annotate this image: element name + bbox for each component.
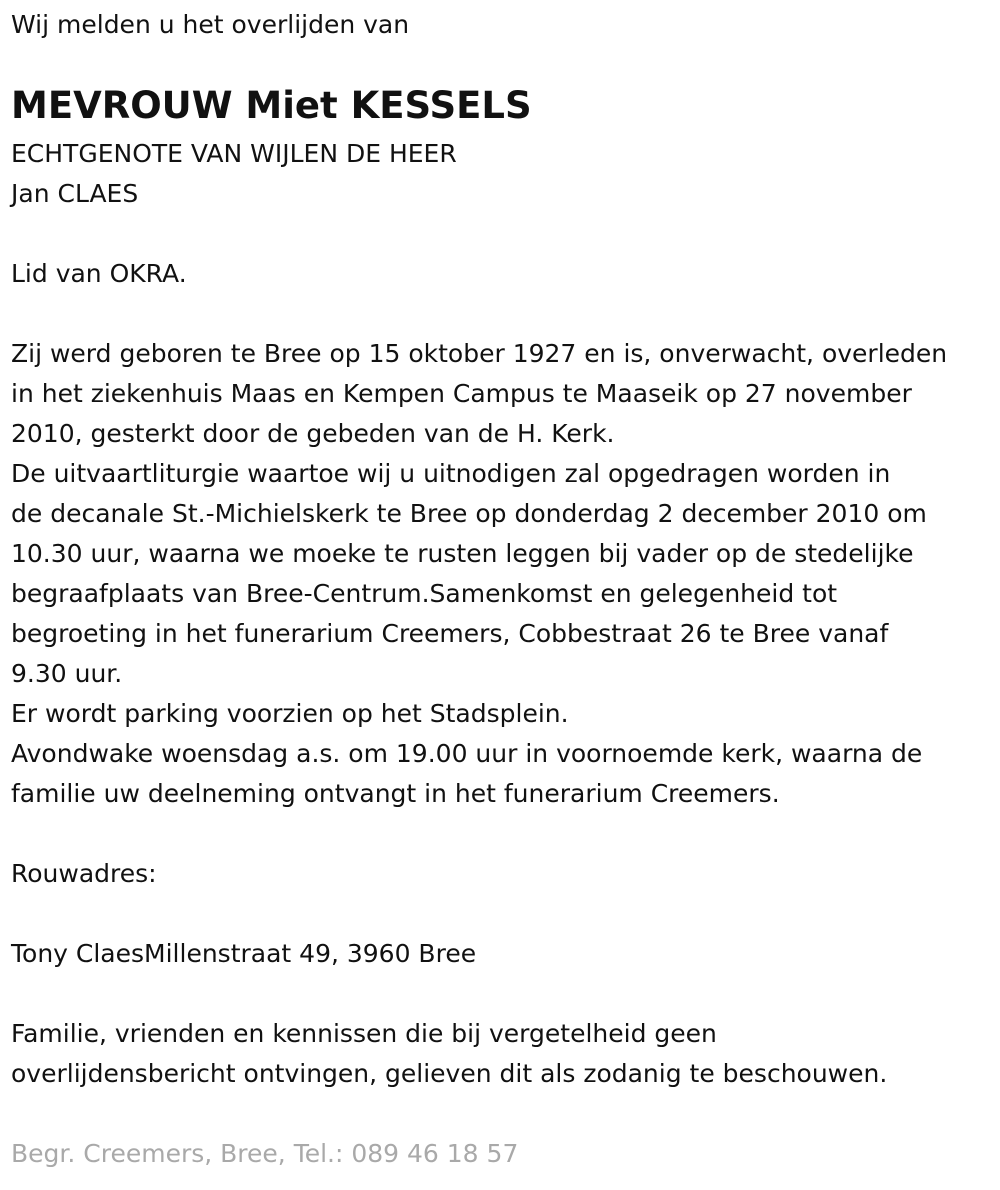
main-text-block <box>11 334 947 814</box>
family-note-line: overlijdensbericht ontvingen, gelieven dit als zodanig te beschouwen. <box>11 1059 888 1088</box>
body-line: Zij werd geboren te Bree op 15 oktober 1927 en is, onverwacht, overleden <box>11 339 948 368</box>
membership-text: Lid van OKRA. <box>11 259 187 288</box>
body-line: 2010, gesterkt door de gebeden van de H. Kerk. <box>11 419 615 448</box>
family-note-line: Familie, vrienden en kennissen die bij vergetelheid geen <box>11 1019 717 1048</box>
body-line: de decanale St.-Michielskerk te Bree op donderdag 2 december 2010 om <box>11 499 927 528</box>
body-line: De uitvaartliturgie waartoe wij u uitnodigen zal opgedragen worden in <box>11 459 891 488</box>
intro-text: Wij melden u het overlijden van <box>11 10 410 39</box>
body-line: 10.30 uur, waarna we moeke te rusten leggen bij vader op de stedelijke <box>11 539 914 568</box>
body-line: begroeting in het funerarium Creemers, Cobbestraat 26 te Bree vanaf <box>11 619 889 648</box>
rouwadres-block <box>11 934 476 974</box>
spouse-line: Jan CLAES <box>11 179 139 208</box>
funeral-home-footer: Begr. Creemers, Bree, Tel.: 089 46 18 57 <box>11 1139 519 1168</box>
spouse-line: ECHTGENOTE VAN WIJLEN DE HEER <box>11 139 457 168</box>
rouwadres-label: Rouwadres: <box>11 859 157 888</box>
body-line: in het ziekenhuis Maas en Kempen Campus te Maaseik op 27 november <box>11 379 912 408</box>
body-line: Er wordt parking voorzien op het Stadsplein. <box>11 699 569 728</box>
body-line: 9.30 uur. <box>11 659 123 688</box>
rouwadres-label-block <box>11 854 157 894</box>
membership-block <box>11 254 187 294</box>
body-line: Avondwake woensdag a.s. om 19.00 uur in voornoemde kerk, waarna de <box>11 739 923 768</box>
body-line: begraafplaats van Bree-Centrum.Samenkomst en gelegenheid tot <box>11 579 838 608</box>
body-line: familie uw deelneming ontvangt in het funerarium Creemers. <box>11 779 780 808</box>
deceased-name: MEVROUW Miet KESSELS <box>11 84 532 127</box>
footer-block <box>11 1134 518 1174</box>
family-note-block <box>11 1014 887 1094</box>
rouwadres-address: Tony ClaesMillenstraat 49, 3960 Bree <box>11 939 477 968</box>
spouse-block <box>11 134 457 214</box>
